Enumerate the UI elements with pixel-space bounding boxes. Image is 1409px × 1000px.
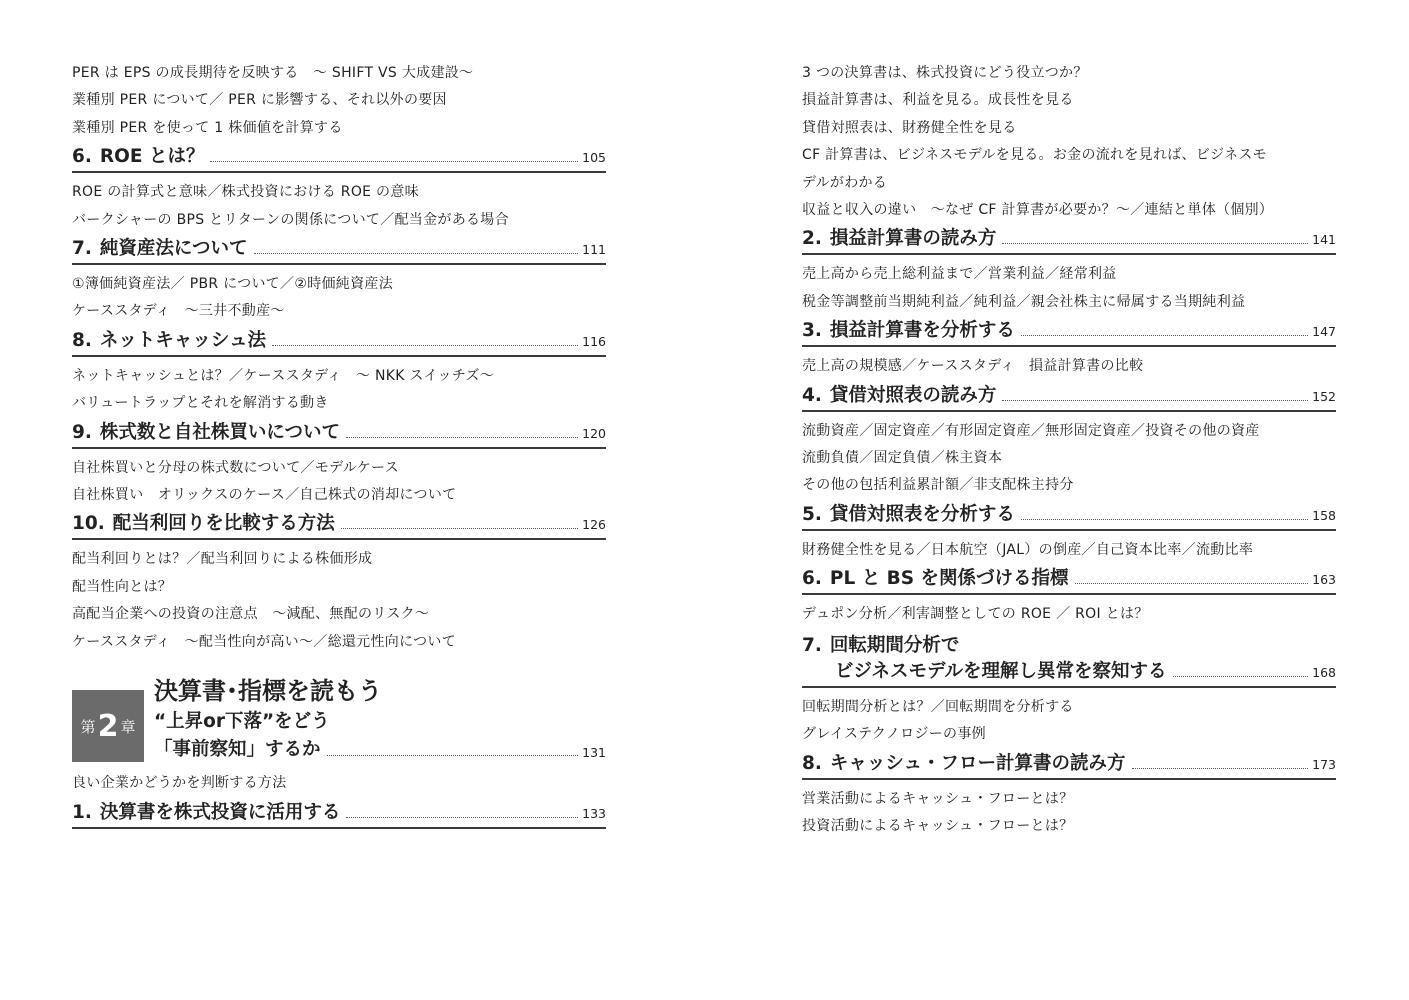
chapter-2-header [72, 674, 606, 764]
toc-item: 配当性向とは？ [72, 578, 173, 595]
section-title: 損益計算書を分析する [829, 320, 1015, 342]
leader-dots [254, 253, 579, 254]
section-title: 貸借対照表の読み方 [829, 384, 997, 406]
page-number: 158 [1312, 507, 1336, 523]
chapter-subtitle-text: 「事前察知」するか [154, 739, 321, 761]
chapter-badge-number: 2 [97, 708, 119, 744]
section-number: 2. [802, 228, 822, 250]
toc-item: 高配当企業への投資の注意点 ～減配、無配のリスク～ [72, 606, 430, 623]
toc-item: 業種別 PER を使って 1 株価値を計算する [72, 119, 343, 136]
toc-item: バークシャーの BPS とリターンの関係について／配当金がある場合 [72, 211, 509, 228]
section-title: 回転期間分析で [829, 634, 960, 656]
section-heading-7 [72, 236, 606, 265]
page-number: 168 [1312, 664, 1336, 680]
toc-item: 流動負債／固定負債／株主資本 [802, 450, 1003, 467]
section-title: 決算書を株式投資に活用する [99, 801, 341, 823]
page-number: 120 [582, 425, 606, 441]
page-number: 126 [582, 517, 606, 533]
section-heading-5 [802, 502, 1336, 531]
section-title-stack [802, 633, 1167, 685]
page-number: 133 [582, 805, 606, 821]
leader-dots [1021, 335, 1308, 336]
section-heading-6 [72, 144, 606, 173]
section-title: 株式数と自社株買いについて [99, 421, 341, 443]
section-number: 6. [72, 146, 92, 168]
section-number: 1. [72, 801, 92, 823]
section-title: ネットキャッシュ法 [99, 329, 267, 351]
toc-item: 流動資産／固定資産／有形固定資産／無形固定資産／投資その他の資産 [802, 422, 1260, 439]
section-title-line1 [802, 633, 1167, 659]
toc-item: CF 計算書は、ビジネスモデルを見る。お金の流れを見れば、ビジネスモ [802, 147, 1267, 164]
toc-item: ケーススタディ ～三井不動産～ [72, 303, 285, 320]
leader-dots [272, 345, 578, 346]
toc-item: 自社株買い オリックスのケース／自己株式の消却について [72, 487, 457, 504]
chapter-badge-prefix: 第 [80, 717, 96, 736]
section-title: キャッシュ・フロー計算書の読み方 [829, 752, 1126, 774]
left-page [72, 60, 606, 835]
section-title: 損益計算書の読み方 [829, 228, 997, 250]
section-number: 10. [72, 513, 105, 535]
toc-item: 営業活動によるキャッシュ・フローとは？ [802, 790, 1074, 807]
leader-dots [1075, 583, 1309, 584]
section-heading-8 [802, 751, 1336, 780]
leader-dots [1002, 400, 1308, 401]
section-number: 7. [802, 634, 822, 656]
section-title: 貸借対照表を分析する [829, 503, 1015, 525]
page-number: 173 [1312, 756, 1336, 772]
leader-dots [1002, 243, 1308, 244]
toc-item: 貸借対照表は、財務健全性を見る [802, 119, 1017, 136]
toc-item: 3 つの決算書は、株式投資にどう役立つか？ [802, 65, 1088, 81]
section-heading-2 [802, 226, 1336, 255]
toc-item: デュポン分析／利害調整としての ROE ／ ROI とは？ [802, 606, 1149, 623]
section-heading-10 [72, 511, 606, 540]
toc-item: 収益と収入の違い ～なぜ CF 計算書が必要か？～／連結と単体（個別） [802, 202, 1274, 219]
section-number: 8. [72, 329, 92, 351]
chapter-badge [72, 690, 144, 762]
leader-dots [1132, 768, 1309, 769]
leader-dots [210, 161, 578, 162]
toc-item: 売上高の規模感／ケーススタディ 損益計算書の比較 [802, 358, 1144, 375]
section-heading-9 [72, 420, 606, 449]
leader-dots [1021, 519, 1308, 520]
section-number: 4. [802, 384, 822, 406]
page-number: 116 [582, 333, 606, 349]
toc-item: 良い企業かどうかを判断する方法 [72, 775, 287, 792]
section-heading-7 [802, 633, 1336, 688]
toc-item: 損益計算書は、利益を見る。成長性を見る [802, 92, 1074, 109]
leader-dots [327, 755, 579, 756]
section-title-line2: ビジネスモデルを理解し異常を察知する [835, 660, 1167, 682]
leader-dots [341, 528, 578, 529]
page-number: 152 [1312, 388, 1336, 404]
section-heading-1 [72, 800, 606, 829]
chapter-subtitle-line2 [154, 736, 606, 764]
toc-item: PER は EPS の成長期待を反映する ～ SHIFT VS 大成建設～ [72, 65, 474, 81]
section-number: 8. [802, 752, 822, 774]
toc-item: デルがわかる [802, 174, 888, 191]
chapter-title: 決算書･指標を読もう [154, 677, 382, 706]
toc-item: その他の包括利益累計額／非支配株主持分 [802, 477, 1074, 494]
leader-dots [346, 437, 578, 438]
toc-item: ケーススタディ ～配当性向が高い～／総還元性向について [72, 633, 456, 650]
leader-dots [1173, 676, 1309, 677]
page-number: 147 [1312, 324, 1336, 340]
page-number: 131 [582, 745, 606, 761]
section-number: 7. [72, 238, 92, 260]
section-title: 純資産法について [99, 238, 248, 260]
toc-item: 業種別 PER について／ PER に影響する、それ以外の要因 [72, 92, 447, 109]
section-title: ROE とは？ [99, 146, 205, 168]
page-number: 163 [1312, 572, 1336, 588]
toc-item: グレイステクノロジーの事例 [802, 726, 986, 743]
section-number: 6. [802, 568, 822, 590]
chapter-subtitle-line1: “上昇or下落”をどう [154, 711, 330, 733]
toc-item: ①簿価純資産法／ PBR について／②時価純資産法 [72, 276, 393, 293]
page-number: 105 [582, 150, 606, 166]
toc-item: 配当利回りとは？／配当利回りによる株価形成 [72, 551, 373, 568]
toc-item: 回転期間分析とは？／回転期間を分析する [802, 698, 1074, 715]
chapter-title-block [154, 674, 606, 764]
section-heading-6 [802, 566, 1336, 595]
right-page [802, 60, 1336, 840]
section-number: 5. [802, 503, 822, 525]
toc-item: 税金等調整前当期純利益／純利益／親会社株主に帰属する当期純利益 [802, 293, 1246, 310]
toc-item: ネットキャッシュとは？／ケーススタディ ～ NKK スイッチズ～ [72, 367, 495, 384]
page-number: 141 [1312, 232, 1336, 248]
chapter-badge-suffix: 章 [120, 717, 136, 736]
leader-dots [346, 817, 578, 818]
section-heading-4 [802, 383, 1336, 412]
toc-item: 自社株買いと分母の株式数について／モデルケース [72, 459, 399, 476]
toc-item: 投資活動によるキャッシュ・フローとは？ [802, 817, 1074, 834]
toc-item: 財務健全性を見る／日本航空（JAL）の倒産／自己資本比率／流動比率 [802, 541, 1254, 558]
section-number: 9. [72, 421, 92, 443]
toc-item: 売上高から売上総利益まで／営業利益／経常利益 [802, 266, 1117, 283]
section-heading-8 [72, 328, 606, 357]
section-title: 配当利回りを比較する方法 [112, 513, 335, 535]
section-number: 3. [802, 320, 822, 342]
section-title: PL と BS を関係づける指標 [829, 568, 1069, 590]
page-number: 111 [582, 242, 606, 258]
toc-item: ROE の計算式と意味／株式投資における ROE の意味 [72, 184, 419, 201]
section-heading-3 [802, 318, 1336, 347]
toc-item: バリュートラップとそれを解消する動き [72, 395, 329, 412]
